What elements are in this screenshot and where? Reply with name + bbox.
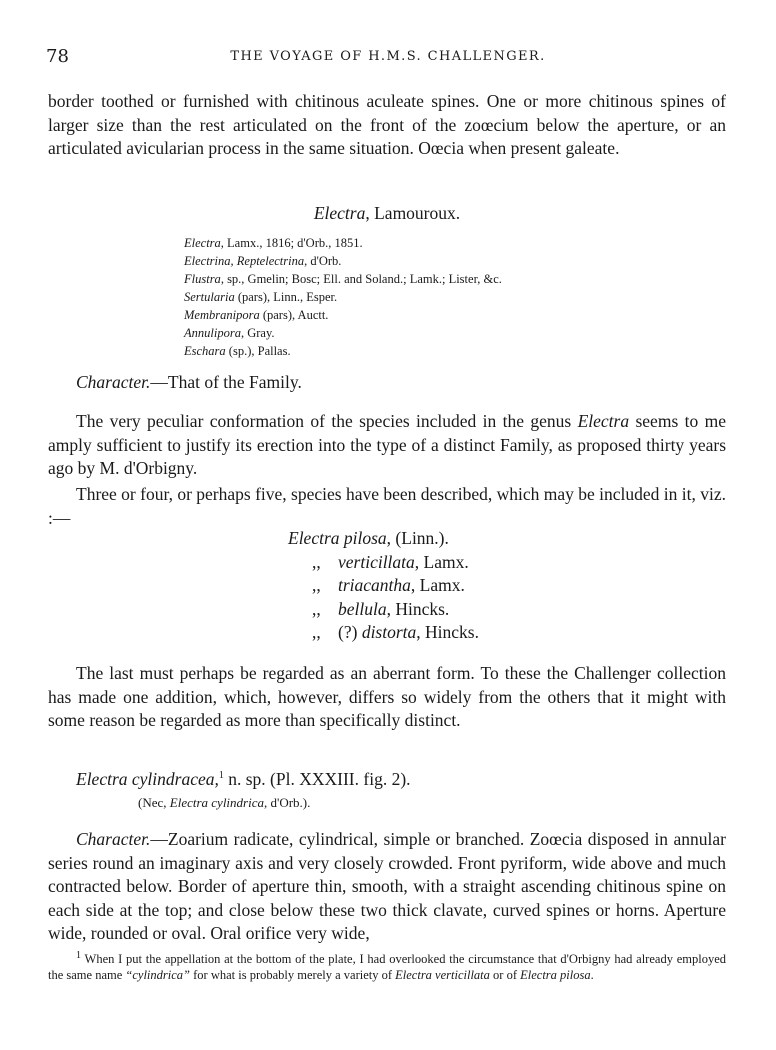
nec-note: (Nec, Electra cylindrica, d'Orb.). xyxy=(138,795,311,810)
species-list-item: ,, verticillata, Lamx. xyxy=(312,551,469,572)
family-paragraph-block xyxy=(48,410,726,481)
synonymy-list xyxy=(184,234,502,360)
footnote-block xyxy=(48,948,726,983)
page-number: 78 xyxy=(46,46,69,67)
species-character: Character.—Zoarium radicate, cylindrical, simple or branched. Zoœcia disposed in annular series round an imaginary axis and very closely crowded. Front pyriform, wide above and much contracted below. Border of aperture thin, smooth, with a straight ascending chitinous spine on each side at the top; and close below these two thick clavate, curved spines or horns. Aperture wide, rounded or oval. Oral orifice very wide, xyxy=(48,829,726,943)
synonymy-line: Flustra, sp., Gmelin; Bosc; Ell. and Soland.; Lamk.; Lister, &c. xyxy=(184,272,502,286)
running-title: THE VOYAGE OF H.M.S. CHALLENGER. xyxy=(230,49,546,64)
footnote-reference: 1 xyxy=(218,770,224,781)
genus-character xyxy=(48,371,726,395)
page-header xyxy=(46,46,730,70)
new-species-heading: Electra cylindracea,$^1$ n. sp. (Pl. XXXIII. fig. 2). xyxy=(76,768,411,789)
aberrant-paragraph-block xyxy=(48,662,726,733)
synonymy-line: Eschara (sp.), Pallas. xyxy=(184,344,291,358)
species-list-item: ,, (?) distorta, Hincks. xyxy=(312,622,479,642)
genus-heading-author: , Lamouroux. xyxy=(365,203,461,223)
intro-paragraph: border toothed or furnished with chitinous aculeate spines. One or more chitinous spines of larger size than the rest articulated on the front of the zoœcium below the aperture, or an articulated avicularian process in the same situation. Oœcia when present galeate. xyxy=(48,91,726,158)
species-intro-block xyxy=(48,483,726,530)
species-intro-paragraph: Three or four, or perhaps five, species have been described, which may be included in it, viz. :— xyxy=(48,484,726,528)
synonymy-line: Membranipora (pars), Auctt. xyxy=(184,308,329,322)
family-paragraph: The very peculiar conformation of the species included in the genus Electra seems to me amply sufficient to justify its erection into the type of a distinct Family, as proposed thirty years ago by M. d'Orbigny. xyxy=(48,411,726,478)
species-character-block xyxy=(48,828,726,946)
synonymy-line: Electrina, Reptelectrina, d'Orb. xyxy=(184,254,342,268)
character-text: —That of the Family. xyxy=(150,372,302,392)
footnote: $^1$ When I put the appellation at the bottom of the plate, I had overlooked the circumstance that d'Orbigny had already employed the same name “cylindrica” for what is probably merely a variety of Electra verticillata or of Electra pilosa. xyxy=(48,950,726,983)
character-label: Character. xyxy=(76,829,151,849)
species-list-item: Electra pilosa, (Linn.). xyxy=(288,528,449,548)
synonymy-line: Sertularia (pars), Linn., Esper. xyxy=(184,290,338,304)
synonymy-line: Annulipora, Gray. xyxy=(184,326,275,340)
species-list-item: ,, bellula, Hincks. xyxy=(312,598,450,619)
genus-heading-name: Electra xyxy=(313,203,366,223)
intro-paragraph-block xyxy=(48,90,726,161)
aberrant-paragraph: The last must perhaps be regarded as an aberrant form. To these the Challenger collection has made one addition, which, however, differs so widely from the others that it might with some reason be regarded as more than specifically distinct. xyxy=(48,663,726,730)
new-species-name: Electra cylindracea, xyxy=(76,768,219,789)
character-label: Character. xyxy=(76,372,151,392)
genus-heading xyxy=(48,203,726,224)
species-list xyxy=(288,527,479,645)
species-list-item: ,, triacantha, Lamx. xyxy=(312,575,465,595)
synonymy-line: Electra, Lamx., 1816; d'Orb., 1851. xyxy=(184,236,363,250)
